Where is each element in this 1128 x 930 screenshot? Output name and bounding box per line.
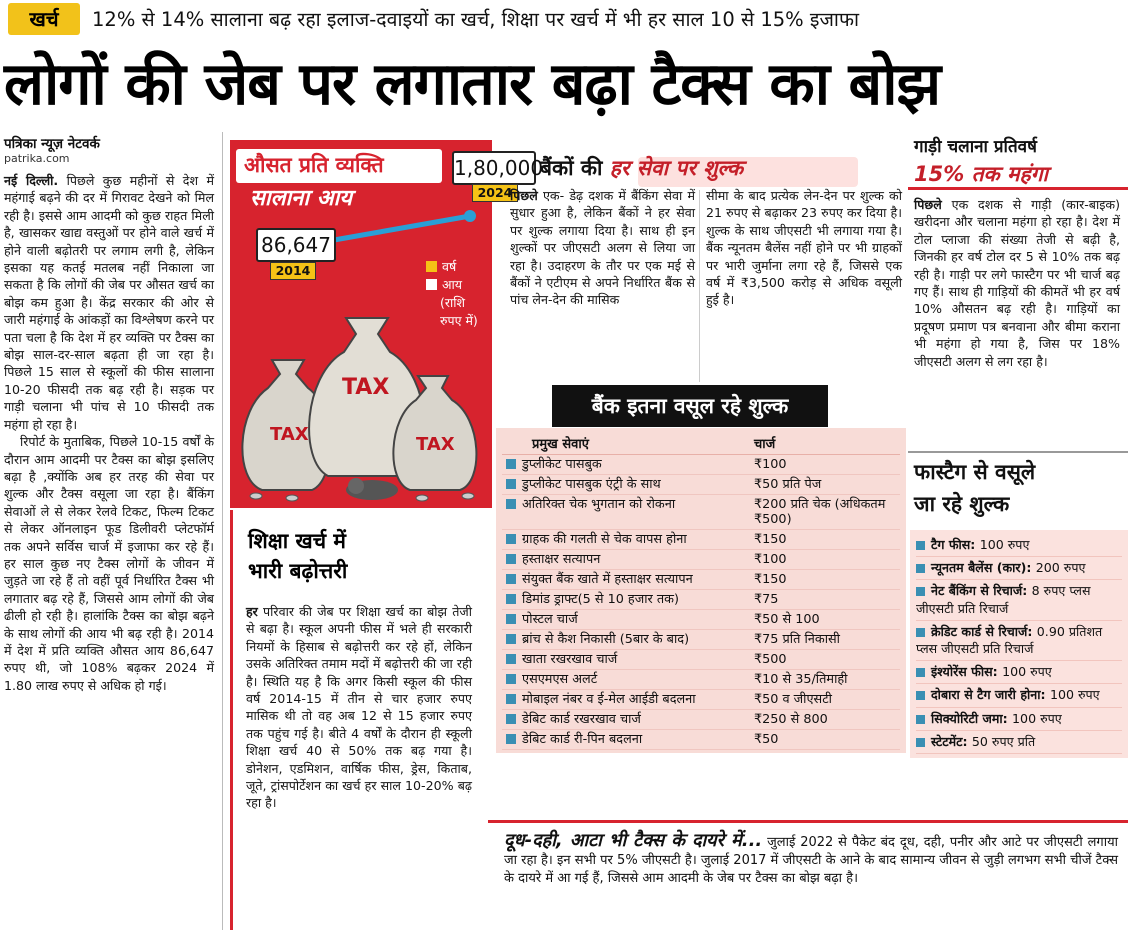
fastag-title-line-2: जा रहे शुल्क xyxy=(914,492,1010,516)
fee-service-label: हस्ताक्षर सत्यापन xyxy=(522,552,601,567)
fee-service-label: पोस्टल चार्ज xyxy=(522,612,578,627)
vehicle-text xyxy=(914,196,1120,370)
legend-year-swatch xyxy=(426,261,437,272)
headline: लोगों की जेब पर लगातार बढ़ा टैक्स का बोझ xyxy=(4,49,941,118)
fastag-list xyxy=(910,530,1128,758)
byline-site: patrika.com xyxy=(4,152,70,165)
bank-text-right xyxy=(706,187,902,309)
fastag-item xyxy=(916,534,1122,557)
kicker-text: 12% से 14% सालाना बढ़ रहा इलाज-दवाइयों का खर्च, शिक्षा पर खर्च में भी हर साल 10 से 15% इजाफा xyxy=(92,8,860,31)
fee-charge-cell: ₹50 व जीएसटी xyxy=(750,690,900,710)
vehicle-rule xyxy=(908,187,1128,190)
column-rule xyxy=(699,190,700,382)
fee-table xyxy=(496,428,906,753)
fee-charge-cell: ₹75 xyxy=(750,590,900,610)
fastag-item xyxy=(916,580,1122,620)
bank-title-plain: बैंकों की xyxy=(540,156,603,180)
bullet-square-icon xyxy=(506,459,516,469)
fee-charge-cell: ₹10 से 35/तिमाही xyxy=(750,670,900,690)
fastag-item-value: 100 रुपए xyxy=(1049,687,1100,703)
fee-table-row xyxy=(502,730,900,750)
fee-charge-cell: ₹100 xyxy=(750,550,900,570)
fee-service-label: डिमांड ड्राफ्ट(5 से 10 हजार तक) xyxy=(522,592,679,607)
fee-service-cell xyxy=(502,630,750,650)
bullet-square-icon xyxy=(506,479,516,489)
legend-unit: (राशि xyxy=(440,295,465,310)
fee-service-cell xyxy=(502,455,750,475)
fee-charge-cell: ₹50 से 100 xyxy=(750,610,900,630)
bank-title-highlight: हर सेवा पर शुल्क xyxy=(609,156,744,180)
burdened-person-icon xyxy=(346,478,398,500)
fee-service-label: खाता रखरखाव चार्ज xyxy=(522,652,618,667)
fee-table-row xyxy=(502,530,900,550)
section-divider xyxy=(908,451,1128,453)
bullet-square-icon xyxy=(506,574,516,584)
fastag-item-key: नेट बैंकिंग से रिचार्ज: xyxy=(931,583,1032,599)
fee-service-label: एसएमएस अलर्ट xyxy=(522,672,598,687)
fee-service-cell xyxy=(502,650,750,670)
fastag-item xyxy=(916,661,1122,684)
fee-charge-cell: ₹50 प्रति पेज xyxy=(750,475,900,495)
fee-table-row xyxy=(502,650,900,670)
income-title: औसत प्रति व्यक्ति xyxy=(244,153,384,177)
fastag-item-value: 50 रुपए प्रति xyxy=(971,733,1036,749)
fastag-item-value: 100 रुपए xyxy=(1012,710,1062,726)
fastag-item-value: 200 रुपए xyxy=(1035,560,1086,576)
fastag-item-key: न्यूनतम बैलेंस (कार): xyxy=(931,560,1036,576)
fastag-title-line-1: फास्टैग से वसूले xyxy=(914,460,1036,484)
education-para xyxy=(246,603,472,812)
fee-charge-cell: ₹250 से 800 xyxy=(750,710,900,730)
bullet-square-icon xyxy=(916,668,925,677)
fee-service-label: डेबिट कार्ड रखरखाव चार्ज xyxy=(522,712,641,727)
fastag-item-key: स्टेटमेंट: xyxy=(931,733,972,749)
para-1-text: पिछले कुछ महीनों से देश में महंगाई बढ़ने की दर में गिरावट देखने को मिल रही है। इससे आम आदमी को कुछ राहत मिली है, खासकर खाद्य वस्तुओं पर होने वाले खर्च में होने वाली बढ़ोतरी पर लगाम लगी है, लेकिन इसका यह कतई मतलब नहीं निकाला जा सकता है कि लोगों की जेब पर औसत खर्च का बोझ कम हुआ है। केंद्र सरकार की ओर से जारी महंगाई के आंकड़ों का विश्लेषण करने पर पता चला है कि देश में हर व्यक्ति पर टैक्स का बोझ साल-दर-साल बढ़ता ही जा रहा है। पिछले 15 साल से स्कूलों की फीस सालाना 10-20 फीसदी तक बढ़ रही है। सड़क पर गाड़ी चलाना भी पांच से 10 फीसदी तक महंगा हो रहा है। xyxy=(4,173,214,432)
fee-service-cell xyxy=(502,475,750,495)
bullet-square-icon xyxy=(916,564,925,573)
fastag-item-value: 100 रुपए xyxy=(979,537,1030,552)
bullet-square-icon xyxy=(506,674,516,684)
fee-service-cell xyxy=(502,570,750,590)
education-text xyxy=(246,603,472,812)
fee-charge-cell: ₹200 प्रति चेक (अधिकतम ₹500) xyxy=(750,495,900,530)
fee-service-label: डुप्लीकेट पासबुक xyxy=(522,457,602,472)
svg-text:TAX: TAX xyxy=(342,375,390,400)
fee-service-cell xyxy=(502,550,750,570)
income-value-2024: 1,80,000 xyxy=(452,151,536,185)
fee-table-row xyxy=(502,455,900,475)
fastag-item-key: इंश्योरेंस फीस: xyxy=(931,664,1003,680)
fee-table-body xyxy=(502,455,900,750)
bullet-square-icon xyxy=(506,554,516,564)
bullet-square-icon xyxy=(916,738,925,747)
fee-charge-cell: ₹100 xyxy=(750,455,900,475)
section-tag: खर्च xyxy=(8,3,80,35)
tax-sacks-illustration xyxy=(232,290,490,506)
fee-service-cell xyxy=(502,710,750,730)
fee-service-label: संयुक्त बैंक खाते में हस्ताक्षर सत्यापन xyxy=(522,572,693,587)
svg-text:TAX: TAX xyxy=(270,424,309,445)
main-story-para-2: रिपोर्ट के मुताबिक, पिछले 10-15 वर्षों के दौरान आम आदमी पर टैक्स का बोझ इसलिए बढ़ा है ,क्योंकि अब हर तरह की सेवा पर शुल्क और टैक्स वसूला जा रहा है। बैंकिंग सेवाओं ले से लेकर रेलवे टिकट, फिल्म टिकट से लेकर ऑनलाइन फूड डिलीवरी प्लेटफॉर्म तक अपने सर्विस चार्ज में इजाफा कर रहे हैं। हर साल कुछ नए टैक्स लोगों के जीवन में जुड़ते जा रहे हैं तो वहीं पूर्व निर्धारित टैक्स भी लगातार बढ़ रहे हैं, जिससे आम लोगों की जेब ढीली हो रही है। हालांकि टैक्स का बोझ बढ़ने के साथ लोगों की आय भी बढ़ रही है। 2014 में देश में प्रति व्यक्ति औसत आय 86,647 रुपए थी, जो 108% बढ़कर 2024 में 1.80 लाख रुपए से अधिक हो गई। xyxy=(4,434,214,693)
main-story-para-1 xyxy=(4,172,214,433)
fee-service-cell xyxy=(502,670,750,690)
income-value-2014: 86,647 xyxy=(256,228,336,262)
bullet-square-icon xyxy=(506,714,516,724)
fee-service-cell xyxy=(502,690,750,710)
fee-table-row xyxy=(502,630,900,650)
fee-charge-cell: ₹500 xyxy=(750,650,900,670)
fee-service-label: अतिरिक्त चेक भुगतान को रोकना xyxy=(522,497,676,512)
bullet-square-icon xyxy=(916,541,925,550)
fee-table-grid xyxy=(502,432,900,750)
main-story xyxy=(4,172,214,694)
bank-left-body: एक- डेढ़ दशक में बैंकिंग सेवा में सुधार हुआ है, लेकिन बैंकों ने हर सेवा पर शुल्क लगाया दिया है। साथ ही इन शुल्कों पर जीएसटी अलग से लिया जा रहा है। उदाहरण के तौर पर एक मई से बैंकों ने एटीएम से अपने निर्धारित बैंक से पांच लेन-देन की मासिक xyxy=(510,188,695,308)
svg-text:TAX: TAX xyxy=(416,434,455,455)
education-title-line-1: शिक्षा खर्च में xyxy=(248,529,346,553)
dairy-text xyxy=(504,832,1118,888)
vehicle-lead: पिछले xyxy=(914,197,942,212)
fee-service-label: मोबाइल नंबर व ई-मेल आईडी बदलना xyxy=(522,692,696,707)
fee-service-label: ब्रांच से कैश निकासी (5बार के बाद) xyxy=(522,632,690,647)
fee-table-row xyxy=(502,570,900,590)
bullet-square-icon xyxy=(506,534,516,544)
byline: पत्रिका न्यूज़ नेटवर्क xyxy=(4,136,100,152)
bullet-square-icon xyxy=(506,614,516,624)
fee-header-charge: चार्ज xyxy=(750,432,900,455)
fastag-item xyxy=(916,731,1122,754)
fee-charge-cell: ₹75 प्रति निकासी xyxy=(750,630,900,650)
bullet-square-icon xyxy=(916,691,925,700)
bullet-square-icon xyxy=(506,734,516,744)
dairy-body: जुलाई 2022 से पैकेट बंद दूध, दही, पनीर और आटे पर जीएसटी लगाया जा रहा है। इन सभी पर 5% जीएसटी है। जुलाई 2017 में जीएसटी के आने के बाद सामान्य जीवन से जुड़ी लगभग सभी चीजें टैक्स के दायरे में आ गई हैं, जिससे आम आदमी के जेब पर टैक्स का बोझ बढ़ा है। xyxy=(504,835,1118,886)
fee-table-title: बैंक इतना वसूल रहे शुल्क xyxy=(552,385,828,427)
bullet-square-icon xyxy=(916,587,925,596)
fastag-title xyxy=(914,456,1035,520)
education-lead: हर xyxy=(246,604,258,619)
bank-title xyxy=(540,154,743,182)
column-rule xyxy=(222,132,223,930)
fastag-item-key: सिक्योरिटी जमा: xyxy=(931,710,1013,726)
education-body: परिवार की जेब पर शिक्षा खर्च का बोझ तेजी से बढ़ा है। स्कूल अपनी फीस में भले ही सरकारी नियमों के हिसाब से बढ़ोत्तरी कर रहे हों, लेकिन उसके अतिरिक्त तमाम मदों में बढ़ोत्तरी की जा रही है। स्थिति यह है कि अगर किसी स्कूल की फीस वर्ष 2014-15 में तीन से चार हजार रुपए मासिक थी तो वह अब 12 से 15 हजार रुपए तक पहुंच गई है। बीते 4 वर्षों के दौरान ही स्कूली शिक्षा खर्च 40 से 50% तक बढ़ गया है। डोनेशन, एडमिशन, वार्षिक फीस, ड्रेस, किताब, जूते, ट्रांसपोर्टेशन का खर्च हर साल 10-20% बढ़ रहा है। xyxy=(246,604,472,811)
fee-service-cell xyxy=(502,495,750,530)
fastag-item xyxy=(916,708,1122,731)
fee-charge-cell: ₹50 xyxy=(750,730,900,750)
fee-table-row xyxy=(502,590,900,610)
income-year-2014: 2014 xyxy=(270,262,316,280)
fastag-item-key: क्रेडिट कार्ड से रिचार्ज: xyxy=(931,623,1037,639)
bullet-square-icon xyxy=(916,715,925,724)
fastag-item-value: 8 रुपए प्लस जीएसटी प्रति रिचार्ज xyxy=(916,583,1091,616)
bank-para-right: सीमा के बाद प्रत्येक लेन-देन पर शुल्क को 21 रुपए से बढ़ाकर 23 रुपए कर दिया है। शुल्क के साथ जीएसटी भी लगाया गया है। बैंक न्यूनतम बैलेंस नहीं होने पर भी ग्राहकों पर भारी जुर्माना लगा रहे हैं, जिससे एक वर्ष में ₹3,500 करोड़ से अधिक वसूली हुई है। xyxy=(706,188,902,308)
fee-service-label: ग्राहक की गलती से चेक वापस होना xyxy=(522,532,687,547)
vehicle-subtitle: 15% तक महंगा xyxy=(914,162,1048,186)
dairy-title: दूध-दही, आटा भी टैक्स के दायरे में... xyxy=(504,830,763,851)
vehicle-title: गाड़ी चलाना प्रतिवर्ष xyxy=(914,137,1037,157)
legend-year: वर्ष xyxy=(426,258,478,276)
fastag-item xyxy=(916,557,1122,580)
legend-income-swatch xyxy=(426,279,437,290)
income-subtitle: सालाना आय xyxy=(250,186,352,211)
bullet-square-icon xyxy=(916,628,925,637)
fee-table-header-row xyxy=(502,432,900,455)
bank-text-left xyxy=(510,187,695,309)
fee-header-service: प्रमुख सेवाएं xyxy=(502,432,750,455)
fee-table-row xyxy=(502,690,900,710)
vehicle-para xyxy=(914,196,1120,370)
education-title xyxy=(248,526,347,586)
fee-service-cell xyxy=(502,530,750,550)
fee-service-cell xyxy=(502,730,750,750)
fee-charge-cell: ₹150 xyxy=(750,530,900,550)
fee-table-row xyxy=(502,550,900,570)
fee-service-label: डुप्लीकेट पासबुक एंट्री के साथ xyxy=(522,477,661,492)
fee-service-cell xyxy=(502,590,750,610)
fee-table-row xyxy=(502,670,900,690)
bank-lead: पिछले xyxy=(510,188,538,203)
fastag-item xyxy=(916,621,1122,661)
fastag-item-key: दोबारा से टैग जारी होना: xyxy=(931,687,1050,703)
bank-para-left xyxy=(510,187,695,309)
fee-table-row xyxy=(502,610,900,630)
fee-table-row xyxy=(502,710,900,730)
fee-table-row xyxy=(502,495,900,530)
legend-unit-2: रुपए में) xyxy=(440,313,478,328)
legend-income: आय xyxy=(426,276,478,294)
bullet-square-icon xyxy=(506,634,516,644)
income-year-2024: 2024 xyxy=(472,184,518,202)
fastag-item xyxy=(916,684,1122,707)
education-title-line-2: भारी बढ़ोत्तरी xyxy=(248,559,348,583)
bullet-square-icon xyxy=(506,594,516,604)
bullet-square-icon xyxy=(506,499,516,509)
fee-service-label: डेबिट कार्ड री-पिन बदलना xyxy=(522,732,643,747)
bullet-square-icon xyxy=(506,654,516,664)
fee-service-cell xyxy=(502,610,750,630)
vehicle-body: एक दशक से गाड़ी (कार-बाइक) खरीदना और चलाना महंगा हो रहा है। देश में टोल प्लाजा की संख्या तेजी से बढ़ी है, जिनकी हर वर्ष टोल दर 5 से 10% तक बढ़ रही है। गाड़ी पर लगे फास्टैग पर भी चार्ज बढ़ गए हैं। साथ ही गाड़ियों की कीमतें भी हर वर्ष 10% औसतन बढ़ रही है। गाड़ियों का प्रदूषण प्रमाण पत्र बनवाना और बीमा कराना भी महंगा हो गया है, जिस पर 18% जीएसटी अलग से लग रहा है। xyxy=(914,197,1120,369)
fee-charge-cell: ₹150 xyxy=(750,570,900,590)
bullet-square-icon xyxy=(506,694,516,704)
fastag-item-key: टैग फीस: xyxy=(931,537,980,552)
fastag-item-value: 0.90 प्रतिशत प्लस जीएसटी प्रति रिचार्ज xyxy=(916,623,1103,657)
fee-table-row xyxy=(502,475,900,495)
fastag-item-value: 100 रुपए xyxy=(1002,664,1052,680)
dateline: नई दिल्ली. xyxy=(4,173,59,188)
